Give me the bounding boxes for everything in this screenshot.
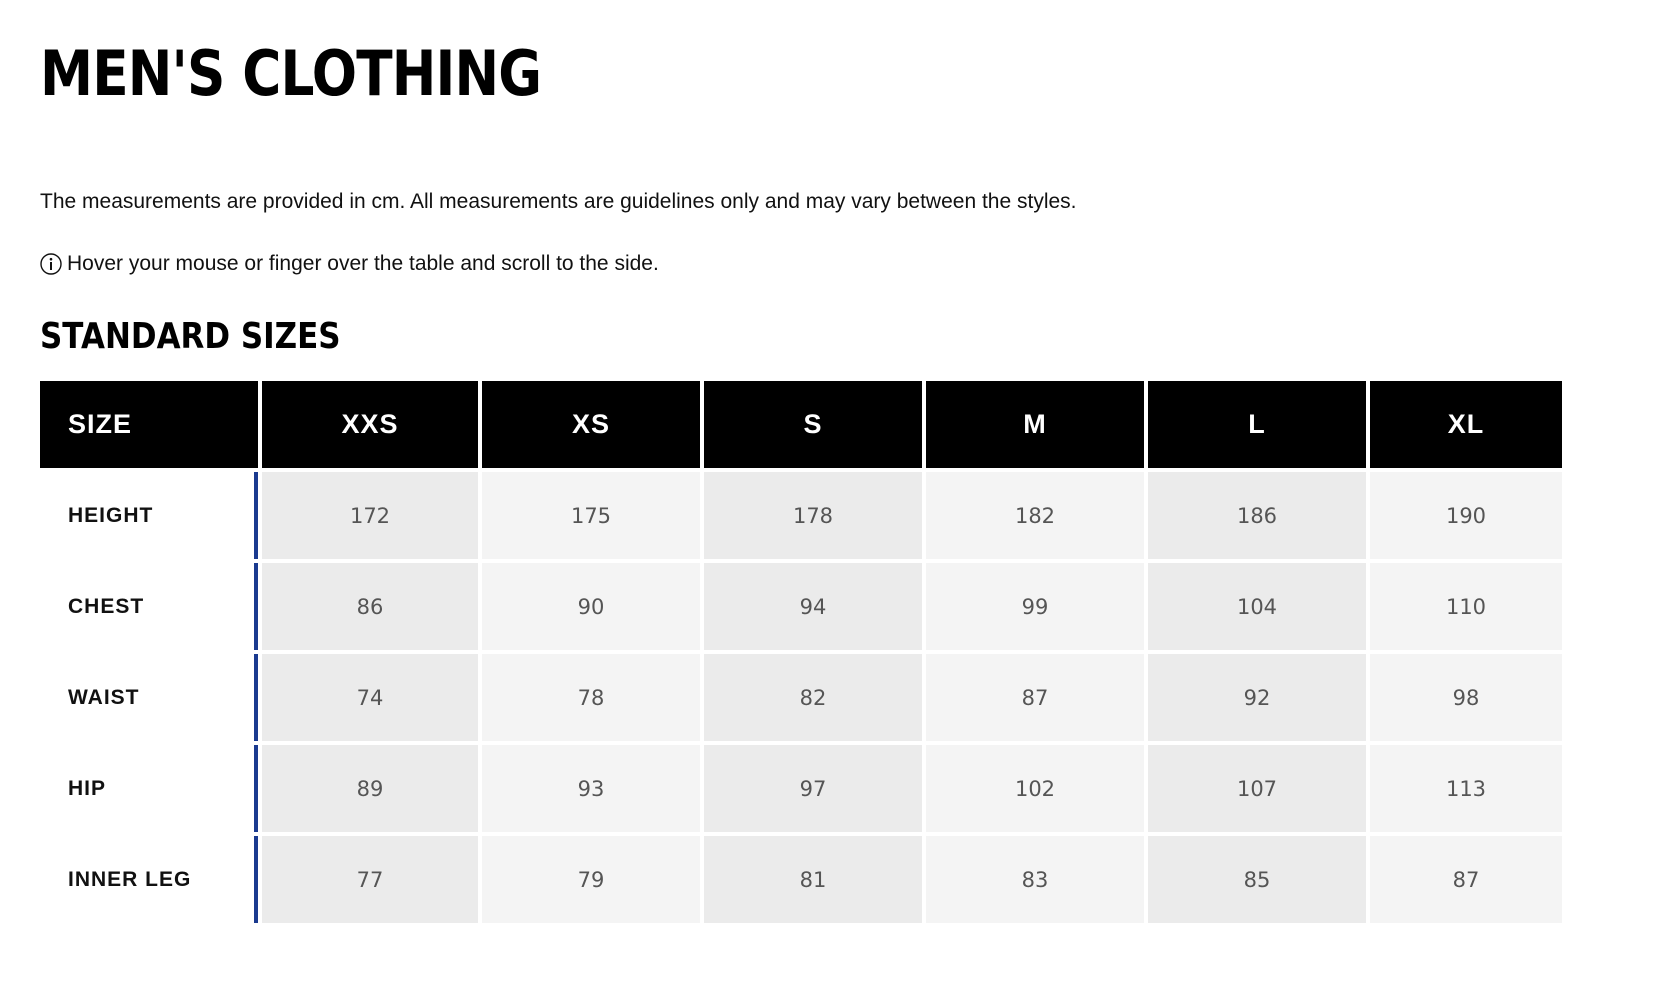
table-cell: 81 (704, 836, 922, 923)
table-header-row (40, 381, 1562, 468)
table-cell: 99 (926, 563, 1144, 650)
row-label-waist: WAIST (40, 654, 258, 741)
header-xs: XS (482, 381, 700, 468)
table-cell: 94 (704, 563, 922, 650)
table-cell: 186 (1148, 472, 1366, 559)
page-title: MEN'S CLOTHING (40, 37, 542, 110)
section-title: STANDARD SIZES (40, 316, 341, 357)
table-cell: 107 (1148, 745, 1366, 832)
row-label-hip: HIP (40, 745, 258, 832)
row-label-height: HEIGHT (40, 472, 258, 559)
table-cell: 190 (1370, 472, 1562, 559)
table-cell: 175 (482, 472, 700, 559)
header-m: M (926, 381, 1144, 468)
table-cell: 93 (482, 745, 700, 832)
table-cell: 87 (1370, 836, 1562, 923)
table-cell: 74 (262, 654, 478, 741)
table-cell: 97 (704, 745, 922, 832)
scroll-hint-text: Hover your mouse or finger over the table and scroll to the side. (67, 252, 659, 275)
size-table[interactable] (36, 377, 1566, 927)
table-cell: 110 (1370, 563, 1562, 650)
table-cell: 113 (1370, 745, 1562, 832)
table-cell: 172 (262, 472, 478, 559)
table-cell: 78 (482, 654, 700, 741)
table-cell: 92 (1148, 654, 1366, 741)
table-row-hip (40, 745, 1562, 832)
header-xl: XL (1370, 381, 1562, 468)
table-cell: 85 (1148, 836, 1366, 923)
header-xxs: XXS (262, 381, 478, 468)
table-cell: 90 (482, 563, 700, 650)
table-cell: 86 (262, 563, 478, 650)
table-row-waist (40, 654, 1562, 741)
info-icon (40, 253, 62, 275)
table-cell: 102 (926, 745, 1144, 832)
table-cell: 178 (704, 472, 922, 559)
row-label-chest: CHEST (40, 563, 258, 650)
table-row-inner-leg (40, 836, 1562, 923)
table-cell: 89 (262, 745, 478, 832)
header-size-label: SIZE (40, 381, 258, 468)
table-cell: 104 (1148, 563, 1366, 650)
table-row-chest (40, 563, 1562, 650)
header-l: L (1148, 381, 1366, 468)
table-cell: 79 (482, 836, 700, 923)
row-label-inner-leg: INNER LEG (40, 836, 258, 923)
scroll-hint (40, 250, 659, 278)
table-cell: 77 (262, 836, 478, 923)
intro-text: The measurements are provided in cm. All measurements are guidelines only and may vary between the styles. (40, 190, 1077, 213)
table-cell: 182 (926, 472, 1144, 559)
header-s: S (704, 381, 922, 468)
table-cell: 87 (926, 654, 1144, 741)
table-cell: 98 (1370, 654, 1562, 741)
table-row-height (40, 472, 1562, 559)
table-cell: 82 (704, 654, 922, 741)
table-cell: 83 (926, 836, 1144, 923)
